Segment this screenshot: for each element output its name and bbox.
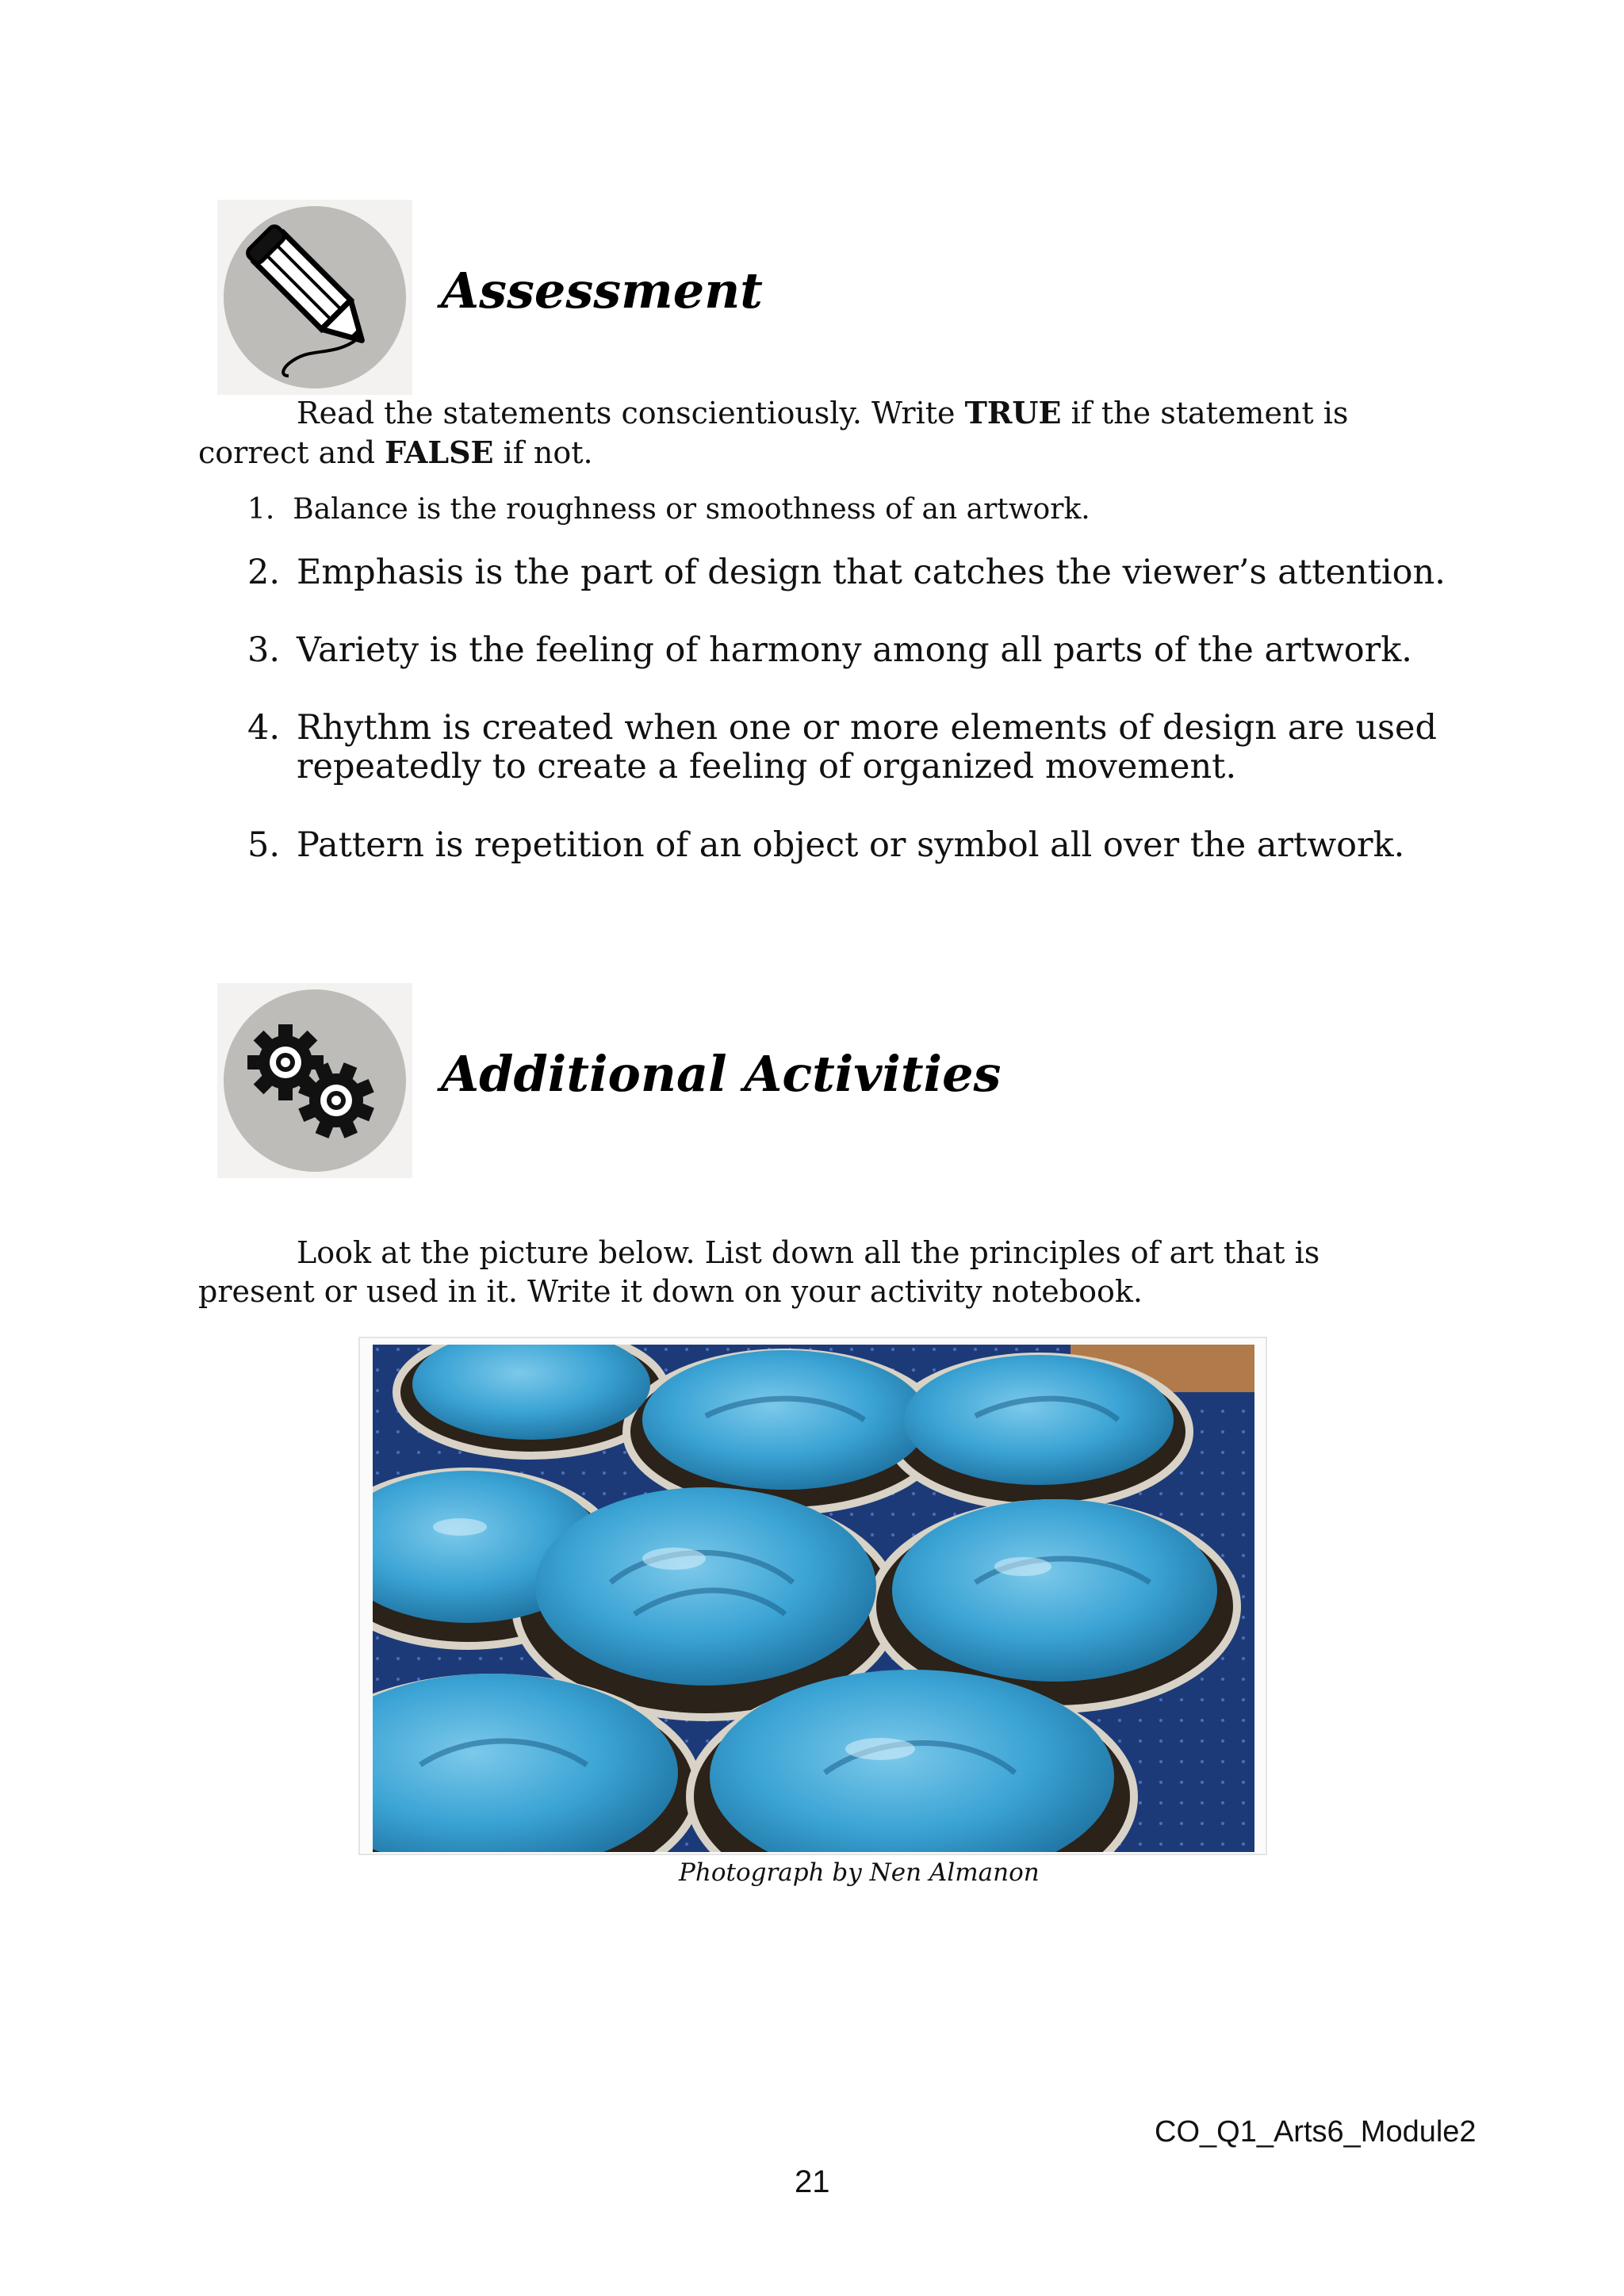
assessment-item-2 bbox=[247, 553, 1446, 593]
item-text: Rhythm is created when one or more elements of design are used repeatedly to create a feeling of organized movement. bbox=[297, 708, 1437, 786]
instructions-text-1: Read the statements conscientiously. Write bbox=[297, 396, 965, 430]
instructions-text-3: if not. bbox=[493, 435, 593, 470]
assessment-item-4 bbox=[247, 709, 1437, 788]
additional-activities-icon-badge bbox=[217, 983, 412, 1178]
module-code: CO_Q1_Arts6_Module2 bbox=[1155, 2115, 1477, 2149]
item-text: Emphasis is the part of design that catches the viewer’s attention. bbox=[297, 553, 1446, 592]
additional-activities-instructions bbox=[198, 1234, 1404, 1311]
true-keyword: TRUE bbox=[964, 395, 1062, 430]
cupcakes-photo bbox=[358, 1337, 1267, 1855]
item-number: 2. bbox=[247, 553, 281, 592]
assessment-item-5 bbox=[247, 826, 1437, 866]
additional-activities-title: Additional Activities bbox=[441, 1045, 1002, 1103]
blue-frosted-cupcakes-image bbox=[373, 1345, 1254, 1852]
instructions-text-2: if the statement is correct and bbox=[198, 396, 1349, 470]
gears-icon bbox=[217, 983, 412, 1178]
assessment-item-3 bbox=[247, 631, 1437, 671]
item-number: 3. bbox=[247, 630, 281, 670]
item-text: Variety is the feeling of harmony among all parts of the artwork. bbox=[297, 630, 1412, 670]
assessment-title: Assessment bbox=[441, 262, 763, 320]
assessment-icon-badge bbox=[217, 200, 412, 395]
instructions-text: Look at the picture below. List down all the principles of art that is present or used in it. Write it down on your activity notebook. bbox=[198, 1235, 1320, 1309]
assessment-instructions bbox=[198, 393, 1435, 473]
item-number: 5. bbox=[247, 825, 281, 865]
pencil-icon bbox=[217, 200, 412, 395]
item-number: 4. bbox=[247, 708, 281, 748]
photo-caption: Photograph by Nen Almanon bbox=[679, 1858, 1040, 1887]
item-text: Pattern is repetition of an object or symbol all over the artwork. bbox=[297, 825, 1405, 865]
item-text: Balance is the roughness or smoothness of an artwork. bbox=[293, 493, 1090, 526]
page-number: 21 bbox=[795, 2164, 830, 2199]
item-number: 1. bbox=[247, 493, 275, 526]
false-keyword: FALSE bbox=[385, 434, 494, 470]
assessment-item-1 bbox=[247, 492, 1090, 528]
